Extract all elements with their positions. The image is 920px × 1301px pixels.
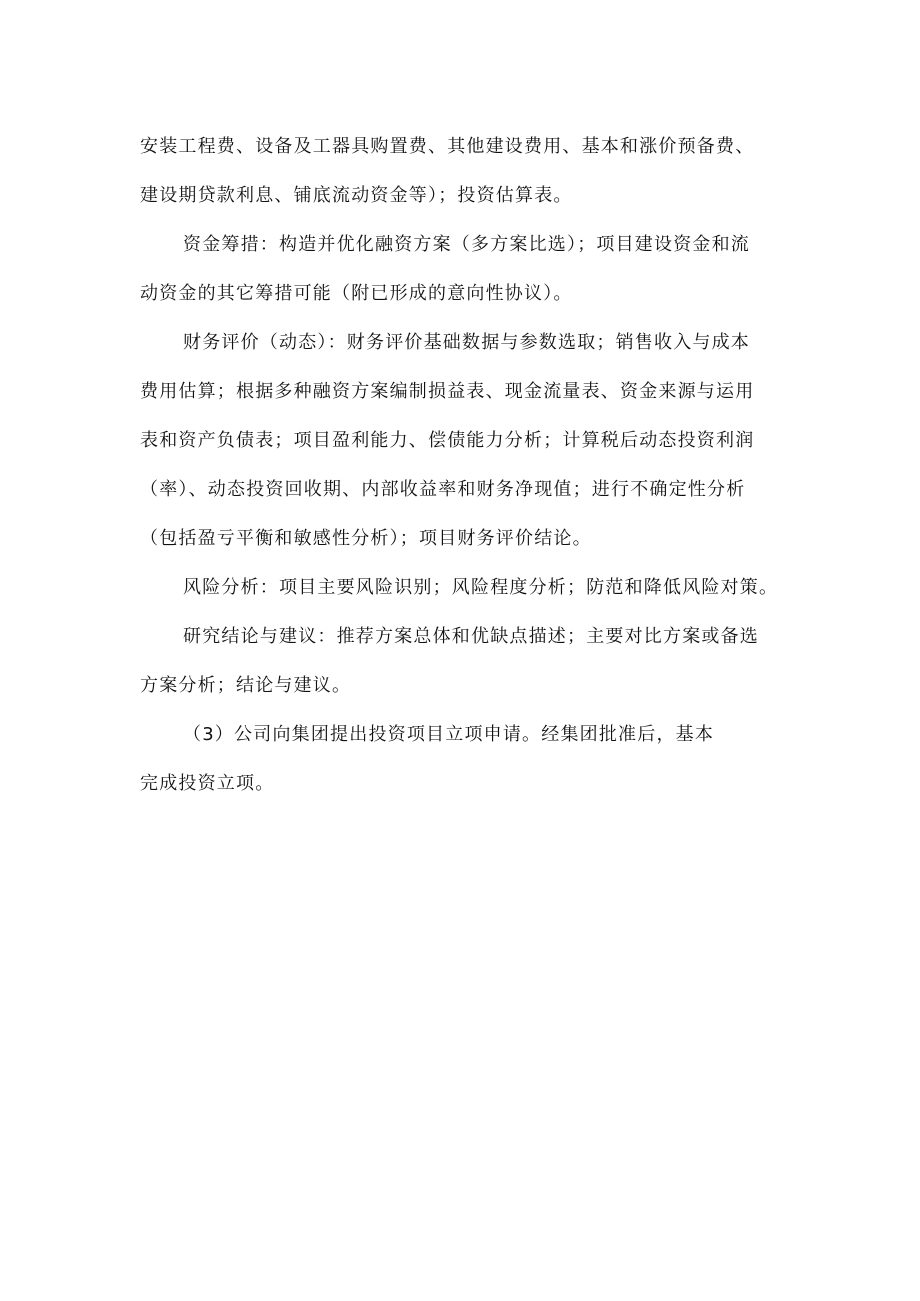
text-line: 动资金的其它筹措可能（附已形成的意向性协议）。 bbox=[140, 283, 573, 304]
text-line: 风险分析：项目主要风险识别；风险程度分析；防范和降低风险对策。 bbox=[183, 577, 779, 598]
text-line: 建设期贷款利息、铺底流动资金等）；投资估算表。 bbox=[140, 185, 573, 206]
text-line: 研究结论与建议：推荐方案总体和优缺点描述；主要对比方案或备选 bbox=[183, 626, 759, 647]
text-line: （3）公司向集团提出投资项目立项申请。经集团批准后，基本 bbox=[183, 724, 715, 745]
text-line: 资金筹措：构造并优化融资方案（多方案比选）；项目建设资金和流 bbox=[183, 234, 750, 255]
text-line: 完成投资立项。 bbox=[140, 773, 275, 794]
text-line: 方案分析；结论与建议。 bbox=[140, 675, 352, 696]
text-line: 安装工程费、设备及工器具购置费、其他建设费用、基本和涨价预备费、 bbox=[140, 136, 755, 157]
text-line: 财务评价（动态）：财务评价基础数据与参数选取；销售收入与成本 bbox=[183, 332, 750, 353]
text-line: （率）、动态投资回收期、内部收益率和财务净现值；进行不确定性分析 bbox=[140, 479, 746, 500]
text-line: 表和资产负债表；项目盈利能力、偿债能力分析；计算税后动态投资利润 bbox=[140, 430, 755, 451]
text-line: 费用估算；根据多种融资方案编制损益表、现金流量表、资金来源与运用 bbox=[140, 381, 755, 402]
text-line: （包括盈亏平衡和敏感性分析）；项目财务评价结论。 bbox=[140, 528, 592, 549]
